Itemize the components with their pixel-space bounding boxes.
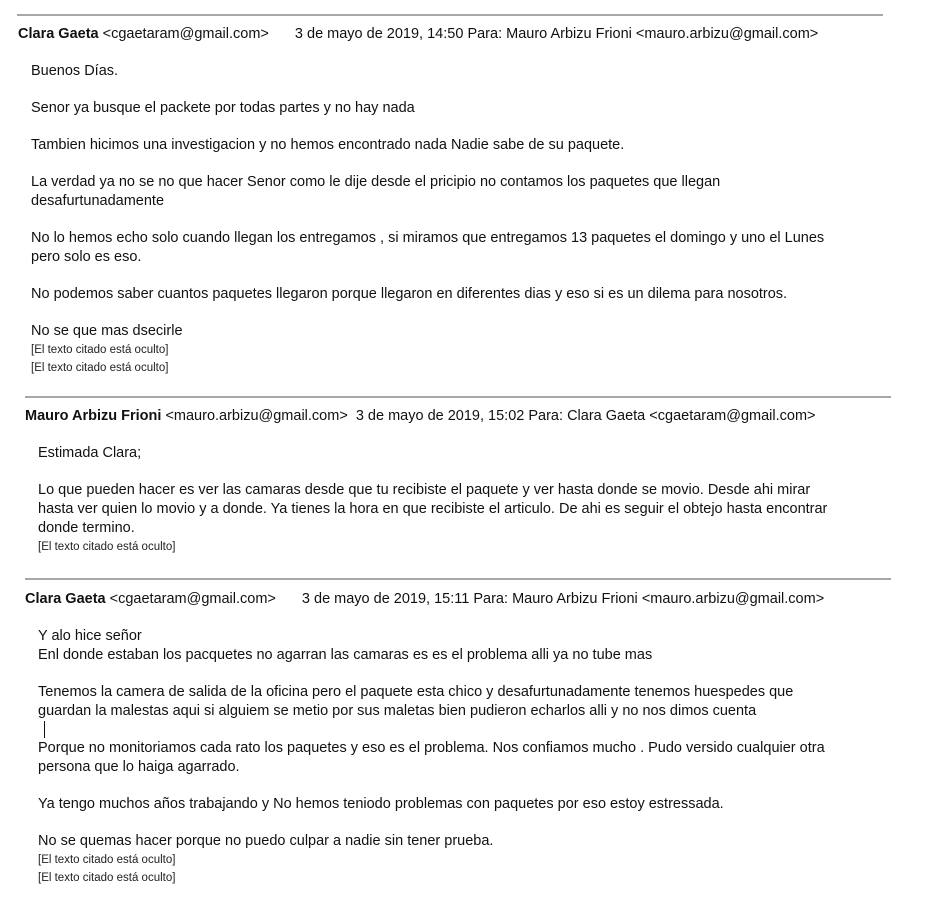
paragraph: Senor ya busque el packete por todas partes y no hay nada — [31, 100, 415, 116]
to-label: Para: — [467, 26, 503, 42]
recipient-email[interactable]: <mauro.arbizu@gmail.com> — [641, 591, 825, 607]
email-date: 3 de mayo de 2019, 15:02 — [355, 408, 525, 424]
paragraph-line: Lo que pueden hacer es ver las camaras desde que tu recibiste el paquete y ver hasta donde se movio. Desde ahi mirar — [38, 482, 811, 498]
paragraph: Ya tengo muchos años trabajando y No hemos teniodo problemas con paquetes por eso estoy estressada. — [38, 796, 724, 812]
recipient-email[interactable]: <mauro.arbizu@gmail.com> — [635, 26, 819, 42]
sender-email[interactable]: <cgaetaram@gmail.com> — [102, 26, 269, 42]
paragraph: No podemos saber cuantos paquetes llegaron porque llegaron en diferentes dias y eso si es un dilema para nosotros. — [31, 286, 788, 302]
recipient-name: Mauro Arbizu Frioni — [506, 26, 632, 42]
sender-email[interactable]: <cgaetaram@gmail.com> — [109, 591, 276, 607]
email-header — [18, 26, 818, 42]
sender-name: Clara Gaeta — [18, 26, 99, 42]
paragraph-line: donde termino. — [38, 520, 135, 536]
sender-name: Clara Gaeta — [25, 591, 106, 607]
paragraph-line: persona que lo haiga agarrado. — [38, 759, 240, 775]
quoted-text-toggle[interactable]: [El texto citado está oculto] — [38, 854, 176, 866]
separator-rule — [25, 578, 891, 580]
paragraph-line: hasta ver quien lo movio y a donde. Ya tienes la hora en que recibiste el articulo. De ahi es seguir el obtejo hasta encontrar — [38, 501, 828, 517]
email-date: 3 de mayo de 2019, 14:50 — [294, 26, 464, 42]
sender-name: Mauro Arbizu Frioni — [25, 408, 162, 424]
quoted-text-toggle[interactable]: [El texto citado está oculto] — [38, 541, 176, 553]
recipient-email[interactable]: <cgaetaram@gmail.com> — [649, 408, 816, 424]
paragraph-line: Y alo hice señor — [38, 628, 142, 644]
paragraph-line: La verdad ya no se no que hacer Senor como le dije desde el pricipio no contamos los paquetes que llegan — [31, 174, 721, 190]
recipient-name: Mauro Arbizu Frioni — [512, 591, 638, 607]
text-cursor — [44, 721, 45, 738]
email-body — [38, 627, 825, 887]
to-label: Para: — [528, 408, 564, 424]
email-body — [31, 62, 824, 377]
separator-rule — [17, 14, 883, 16]
paragraph-line: desafurtunadamente — [31, 193, 165, 209]
paragraph: Tambien hicimos una investigacion y no hemos encontrado nada Nadie sabe de su paquete. — [31, 137, 625, 153]
quoted-text-toggle[interactable]: [El texto citado está oculto] — [31, 344, 169, 356]
email-date: 3 de mayo de 2019, 15:11 — [301, 591, 470, 607]
paragraph-line: Tenemos la camera de salida de la oficina pero el paquete esta chico y desafurtunadamente tenemos huespedes que — [38, 684, 794, 700]
recipient-name: Clara Gaeta — [567, 408, 646, 424]
paragraph-line: Enl donde estaban los pacquetes no agarran las camaras es es el problema alli ya no tube mas — [38, 647, 653, 663]
quoted-text-toggle[interactable]: [El texto citado está oculto] — [31, 362, 169, 374]
paragraph: No se quemas hacer porque no puedo culpar a nadie sin tener prueba. — [38, 833, 494, 849]
email-header — [25, 408, 816, 424]
paragraph: Buenos Días. — [31, 63, 119, 79]
email-body — [38, 444, 827, 556]
paragraph: No se que mas dsecirle — [31, 323, 183, 339]
paragraph-line: Porque no monitoriamos cada rato los paquetes y eso es el problema. Nos confiamos mucho . Pudo versido cualquier otra — [38, 740, 825, 756]
paragraph-line: pero solo es eso. — [31, 249, 142, 265]
paragraph-line: guardan la malestas aqui si alguiem se metio por sus maletas bien pudieron echarlos alli y no nos dimos cuenta — [38, 703, 757, 719]
sender-email[interactable]: <mauro.arbizu@gmail.com> — [165, 408, 348, 424]
quoted-text-toggle[interactable]: [El texto citado está oculto] — [38, 872, 176, 884]
email-header — [25, 591, 824, 607]
paragraph-line: No lo hemos echo solo cuando llegan los entregamos , si miramos que entregamos 13 paquetes el domingo y uno el Lunes — [31, 230, 825, 246]
to-label: Para: — [473, 591, 509, 607]
paragraph: Estimada Clara; — [38, 445, 142, 461]
separator-rule — [25, 396, 891, 398]
